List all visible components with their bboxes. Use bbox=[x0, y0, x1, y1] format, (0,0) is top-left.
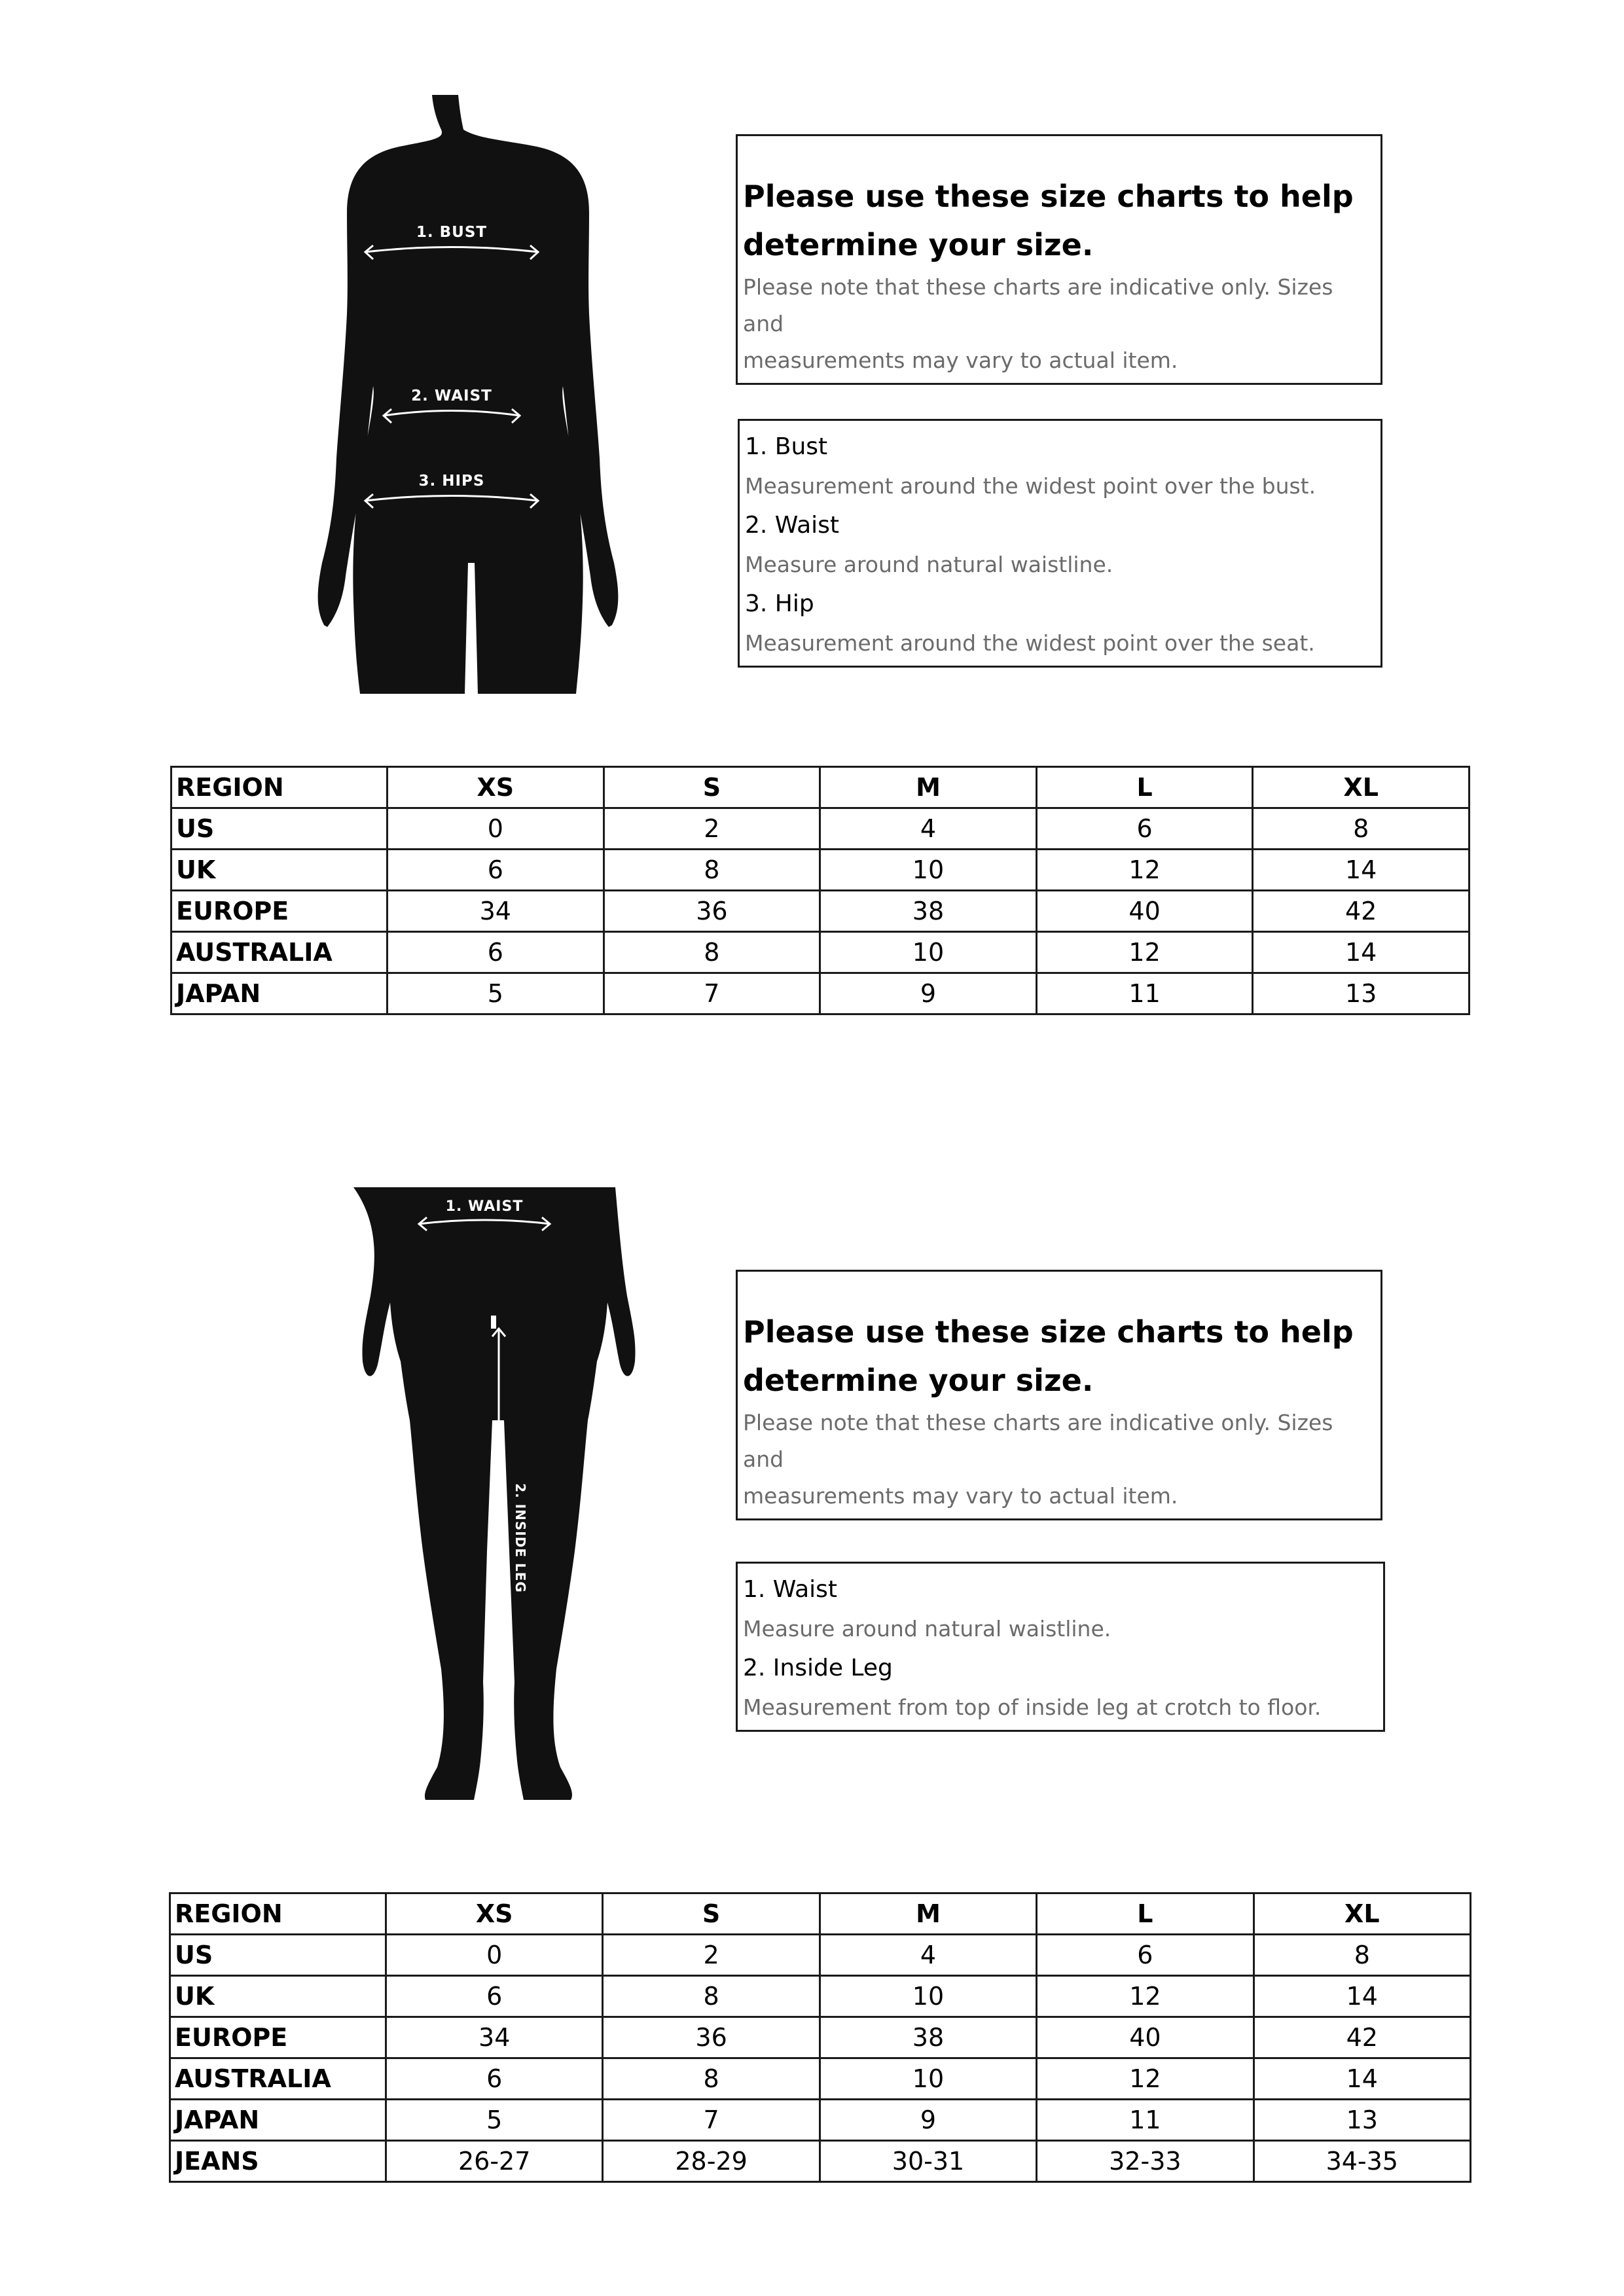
intro-title-line2: determine your size. bbox=[743, 227, 1094, 262]
region-cell: UK bbox=[171, 850, 388, 891]
header-cell: REGION bbox=[171, 767, 388, 808]
table-cell: 36 bbox=[604, 891, 820, 932]
region-cell: EUROPE bbox=[170, 2017, 386, 2058]
table-cell: 11 bbox=[1037, 2100, 1254, 2141]
table-cell: 2 bbox=[604, 808, 820, 850]
table-cell: 13 bbox=[1253, 973, 1470, 1014]
intro-note-line2: measurements may vary to actual item. bbox=[743, 1483, 1178, 1509]
table-cell: 4 bbox=[820, 1935, 1036, 1976]
measurement-description: Measurement from top of inside leg at crotch to floor. bbox=[743, 1695, 1322, 1720]
table-cell: 6 bbox=[386, 1976, 603, 2017]
table-cell: 38 bbox=[820, 2017, 1036, 2058]
measurement-name: 2. Waist bbox=[745, 512, 840, 539]
table-cell: 6 bbox=[1037, 1935, 1254, 1976]
table-cell: 8 bbox=[604, 932, 820, 973]
table-cell: 40 bbox=[1037, 2017, 1254, 2058]
table-cell: 36 bbox=[603, 2017, 820, 2058]
size-conversion-table bbox=[170, 766, 1470, 1015]
table-cell: 0 bbox=[388, 808, 604, 850]
table-cell: 30-31 bbox=[820, 2141, 1036, 2182]
hips-label: 3. HIPS bbox=[418, 473, 485, 490]
table-row bbox=[170, 2058, 1471, 2100]
intro-title-line1: Please use these size charts to help bbox=[743, 1314, 1354, 1350]
table-row bbox=[170, 2017, 1471, 2058]
header-cell: XL bbox=[1254, 1893, 1470, 1935]
header-cell: M bbox=[820, 767, 1037, 808]
table-cell: 7 bbox=[604, 973, 820, 1014]
table-cell: 14 bbox=[1253, 932, 1470, 973]
table-cell: 6 bbox=[388, 850, 604, 891]
table-row bbox=[171, 973, 1470, 1014]
header-cell: XS bbox=[386, 1893, 603, 1935]
upper-body-silhouette bbox=[281, 92, 635, 700]
table-cell: 8 bbox=[603, 2058, 820, 2100]
table-cell: 34 bbox=[386, 2017, 603, 2058]
region-cell: UK bbox=[170, 1976, 386, 2017]
measurement-name: 1. Bust bbox=[745, 433, 828, 460]
inside-leg-label: 2. INSIDE LEG bbox=[513, 1483, 528, 1593]
table-cell: 8 bbox=[1253, 808, 1470, 850]
table-cell: 38 bbox=[820, 891, 1037, 932]
size-conversion-table bbox=[169, 1892, 1471, 2183]
measurement-description: Measure around natural waistline. bbox=[743, 1616, 1111, 1641]
table-header-row bbox=[170, 1893, 1471, 1935]
table-row bbox=[170, 2141, 1471, 2182]
header-cell: S bbox=[604, 767, 820, 808]
table-cell: 6 bbox=[386, 2058, 603, 2100]
region-cell: US bbox=[170, 1935, 386, 1976]
size-guide-intro-box bbox=[736, 134, 1382, 385]
table-cell: 6 bbox=[1036, 808, 1253, 850]
table-cell: 14 bbox=[1254, 2058, 1470, 2100]
region-cell: AUSTRALIA bbox=[170, 2058, 386, 2100]
intro-title-line1: Please use these size charts to help bbox=[743, 179, 1354, 214]
table-cell: 12 bbox=[1037, 2058, 1254, 2100]
region-cell: US bbox=[171, 808, 388, 850]
table-cell: 0 bbox=[386, 1935, 603, 1976]
measurement-name: 3. Hip bbox=[745, 590, 814, 617]
header-cell: L bbox=[1037, 1893, 1254, 1935]
table-cell: 12 bbox=[1036, 850, 1253, 891]
table-row bbox=[170, 1976, 1471, 2017]
measurement-guide-box bbox=[736, 1562, 1385, 1732]
header-cell: XL bbox=[1253, 767, 1470, 808]
table-cell: 8 bbox=[604, 850, 820, 891]
table-cell: 9 bbox=[820, 973, 1037, 1014]
table-row bbox=[170, 1935, 1471, 1976]
table-cell: 9 bbox=[820, 2100, 1036, 2141]
header-cell: REGION bbox=[170, 1893, 386, 1935]
measurement-description: Measurement around the widest point over the bust. bbox=[745, 473, 1316, 499]
table-row bbox=[171, 808, 1470, 850]
table-cell: 8 bbox=[1254, 1935, 1470, 1976]
table-row bbox=[171, 850, 1470, 891]
table-cell: 28-29 bbox=[603, 2141, 820, 2182]
table-cell: 40 bbox=[1036, 891, 1253, 932]
table-cell: 4 bbox=[820, 808, 1037, 850]
table-cell: 34 bbox=[388, 891, 604, 932]
table-cell: 5 bbox=[388, 973, 604, 1014]
intro-note-line2: measurements may vary to actual item. bbox=[743, 348, 1178, 373]
table-cell: 11 bbox=[1036, 973, 1253, 1014]
table-cell: 10 bbox=[820, 850, 1037, 891]
intro-title-line2: determine your size. bbox=[743, 1363, 1094, 1398]
region-cell: EUROPE bbox=[171, 891, 388, 932]
region-cell: JAPAN bbox=[171, 973, 388, 1014]
region-cell: JEANS bbox=[170, 2141, 386, 2182]
table-cell: 42 bbox=[1254, 2017, 1470, 2058]
table-cell: 10 bbox=[820, 2058, 1036, 2100]
table-header-row bbox=[171, 767, 1470, 808]
header-cell: S bbox=[603, 1893, 820, 1935]
table-cell: 6 bbox=[388, 932, 604, 973]
measurement-guide-box bbox=[738, 419, 1382, 668]
region-cell: JAPAN bbox=[170, 2100, 386, 2141]
measurement-name: 2. Inside Leg bbox=[743, 1655, 893, 1681]
table-cell: 12 bbox=[1036, 932, 1253, 973]
bust-label: 1. BUST bbox=[416, 224, 488, 241]
table-cell: 34-35 bbox=[1254, 2141, 1470, 2182]
table-row bbox=[171, 891, 1470, 932]
table-cell: 5 bbox=[386, 2100, 603, 2141]
waist-label: 2. WAIST bbox=[411, 387, 492, 404]
table-cell: 32-33 bbox=[1037, 2141, 1254, 2182]
table-cell: 14 bbox=[1254, 1976, 1470, 2017]
table-cell: 2 bbox=[603, 1935, 820, 1976]
intro-note-line1: Please note that these charts are indicative only. Sizes and bbox=[743, 1410, 1333, 1472]
measurement-description: Measure around natural waistline. bbox=[745, 552, 1113, 577]
table-cell: 12 bbox=[1037, 1976, 1254, 2017]
table-cell: 13 bbox=[1254, 2100, 1470, 2141]
table-cell: 10 bbox=[820, 1976, 1036, 2017]
measurement-description: Measurement around the widest point over the seat. bbox=[745, 630, 1315, 656]
table-cell: 26-27 bbox=[386, 2141, 603, 2182]
region-cell: AUSTRALIA bbox=[171, 932, 388, 973]
size-guide-intro-box bbox=[736, 1270, 1382, 1520]
table-cell: 42 bbox=[1253, 891, 1470, 932]
table-cell: 7 bbox=[603, 2100, 820, 2141]
table-row bbox=[171, 932, 1470, 973]
table-cell: 10 bbox=[820, 932, 1037, 973]
header-cell: L bbox=[1036, 767, 1253, 808]
header-cell: M bbox=[820, 1893, 1036, 1935]
intro-note-line1: Please note that these charts are indicative only. Sizes and bbox=[743, 274, 1333, 336]
measurement-name: 1. Waist bbox=[743, 1576, 838, 1603]
table-cell: 8 bbox=[603, 1976, 820, 2017]
lower-body-silhouette bbox=[327, 1185, 641, 1852]
header-cell: XS bbox=[388, 767, 604, 808]
table-row bbox=[170, 2100, 1471, 2141]
table-cell: 14 bbox=[1253, 850, 1470, 891]
waist-label: 1. WAIST bbox=[445, 1198, 524, 1215]
